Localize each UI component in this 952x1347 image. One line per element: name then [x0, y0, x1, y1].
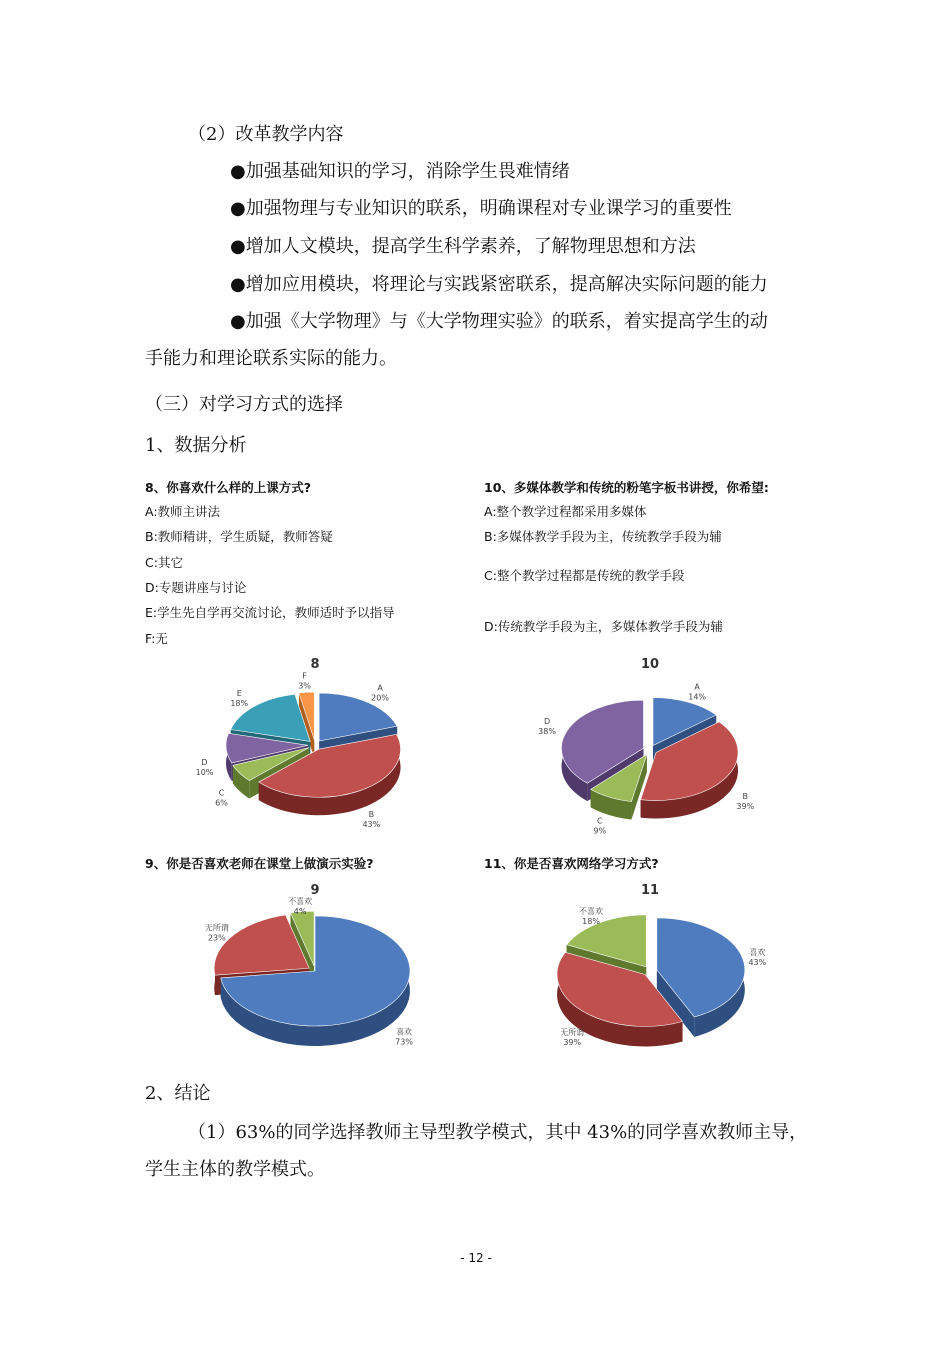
question-9-title: 9、你是否喜欢老师在课堂上做演示实验?: [145, 856, 374, 871]
subheading-conclusion: 2、结论: [145, 1083, 211, 1104]
q8-option: A:教师主讲法: [145, 504, 221, 519]
bullet-item: ●增加应用模块，将理论与实践紧密联系，提高解决实际问题的能力: [230, 274, 768, 295]
slice-label: 喜欢: [396, 1027, 413, 1037]
slice-label: A: [694, 682, 700, 692]
q8-option: E:学生先自学再交流讨论，教师适时予以指导: [145, 605, 395, 620]
slice-percent: 9%: [593, 826, 607, 836]
slice-label: 喜欢: [749, 947, 766, 957]
slice-percent: 20%: [371, 693, 389, 703]
subheading-data-analysis: 1、数据分析: [145, 435, 247, 456]
question-11-title: 11、你是否喜欢网络学习方式?: [484, 856, 659, 871]
slice-percent: 43%: [748, 957, 767, 967]
slice-label: C: [596, 816, 603, 826]
conclusion-text: （1）63%的同学选择教师主导型教学模式，其中 43%的同学喜欢教师主导，: [188, 1122, 808, 1143]
question-8-title: 8、你喜欢什么样的上课方式?: [145, 480, 311, 495]
question-10-title: 10、多媒体教学和传统的粉笔字板书讲授，你希望:: [484, 480, 769, 495]
section-heading-reform: （2）改革教学内容: [188, 124, 344, 145]
slice-label: B: [742, 791, 749, 801]
bullet-item: ●加强基础知识的学习，消除学生畏难情绪: [230, 161, 570, 182]
bullet-item-continuation: 手能力和理论联系实际的能力。: [145, 348, 397, 369]
q8-option: B:教师精讲，学生质疑，教师答疑: [145, 529, 333, 544]
slice-percent: 18%: [230, 698, 249, 708]
slice-percent: 6%: [215, 798, 228, 808]
slice-percent: 38%: [538, 727, 556, 737]
q10-option: D:传统教学手段为主，多媒体教学手段为辅: [484, 619, 723, 634]
pie-chart-q8: [180, 650, 450, 850]
conclusion-text-continuation: 学生主体的教学模式。: [145, 1159, 325, 1180]
q10-option: B:多媒体教学手段为主，传统教学手段为辅: [484, 529, 722, 544]
slice-label: E: [236, 688, 242, 698]
q10-option: A:整个教学过程都采用多媒体: [484, 504, 647, 519]
q10-option: C:整个教学过程都是传统的教学手段: [484, 568, 685, 583]
slice-percent: 4%: [293, 907, 307, 916]
pie-chart-q10: [515, 650, 785, 850]
slice-percent: 23%: [207, 933, 226, 943]
slice-percent: 43%: [362, 819, 381, 829]
q8-option: F:无: [145, 631, 168, 646]
page-number: - 12 -: [460, 1251, 492, 1265]
bullet-item: ●加强《大学物理》与《大学物理实验》的联系，着实提高学生的动: [230, 311, 768, 332]
pie-chart-q11: [515, 876, 785, 1066]
slice-percent: 10%: [195, 768, 214, 778]
slice-percent: 3%: [298, 681, 311, 691]
slice-percent: 39%: [563, 1037, 582, 1047]
slice-label: 无所谓: [560, 1027, 585, 1037]
slice-label: B: [368, 809, 375, 819]
chart-title: 9: [310, 883, 320, 898]
slice-label: D: [201, 758, 208, 768]
slice-label: D: [543, 717, 551, 727]
slice-label: 不喜欢: [288, 897, 313, 906]
slice-label: 不喜欢: [579, 907, 604, 917]
chart-title: 10: [640, 657, 660, 672]
bullet-item: ●增加人文模块，提高学生科学素养，了解物理思想和方法: [230, 236, 696, 257]
chart-title: 8: [310, 657, 320, 672]
slice-label: C: [218, 788, 225, 798]
bullet-item: ●加强物理与专业知识的联系，明确课程对专业课学习的重要性: [230, 198, 732, 219]
q8-option: D:专题讲座与讨论: [145, 580, 247, 595]
slice-label: A: [377, 683, 383, 693]
slice-percent: 14%: [688, 692, 707, 702]
slice-percent: 39%: [736, 801, 755, 811]
section-heading-learning: （三）对学习方式的选择: [145, 394, 343, 415]
slice-label: 无所谓: [204, 923, 229, 933]
slice-percent: 73%: [395, 1037, 413, 1047]
chart-title: 11: [640, 883, 660, 898]
slice-label: F: [302, 671, 307, 681]
q8-option: C:其它: [145, 555, 183, 570]
pie-chart-q9: [180, 876, 450, 1066]
slice-percent: 18%: [582, 917, 600, 927]
